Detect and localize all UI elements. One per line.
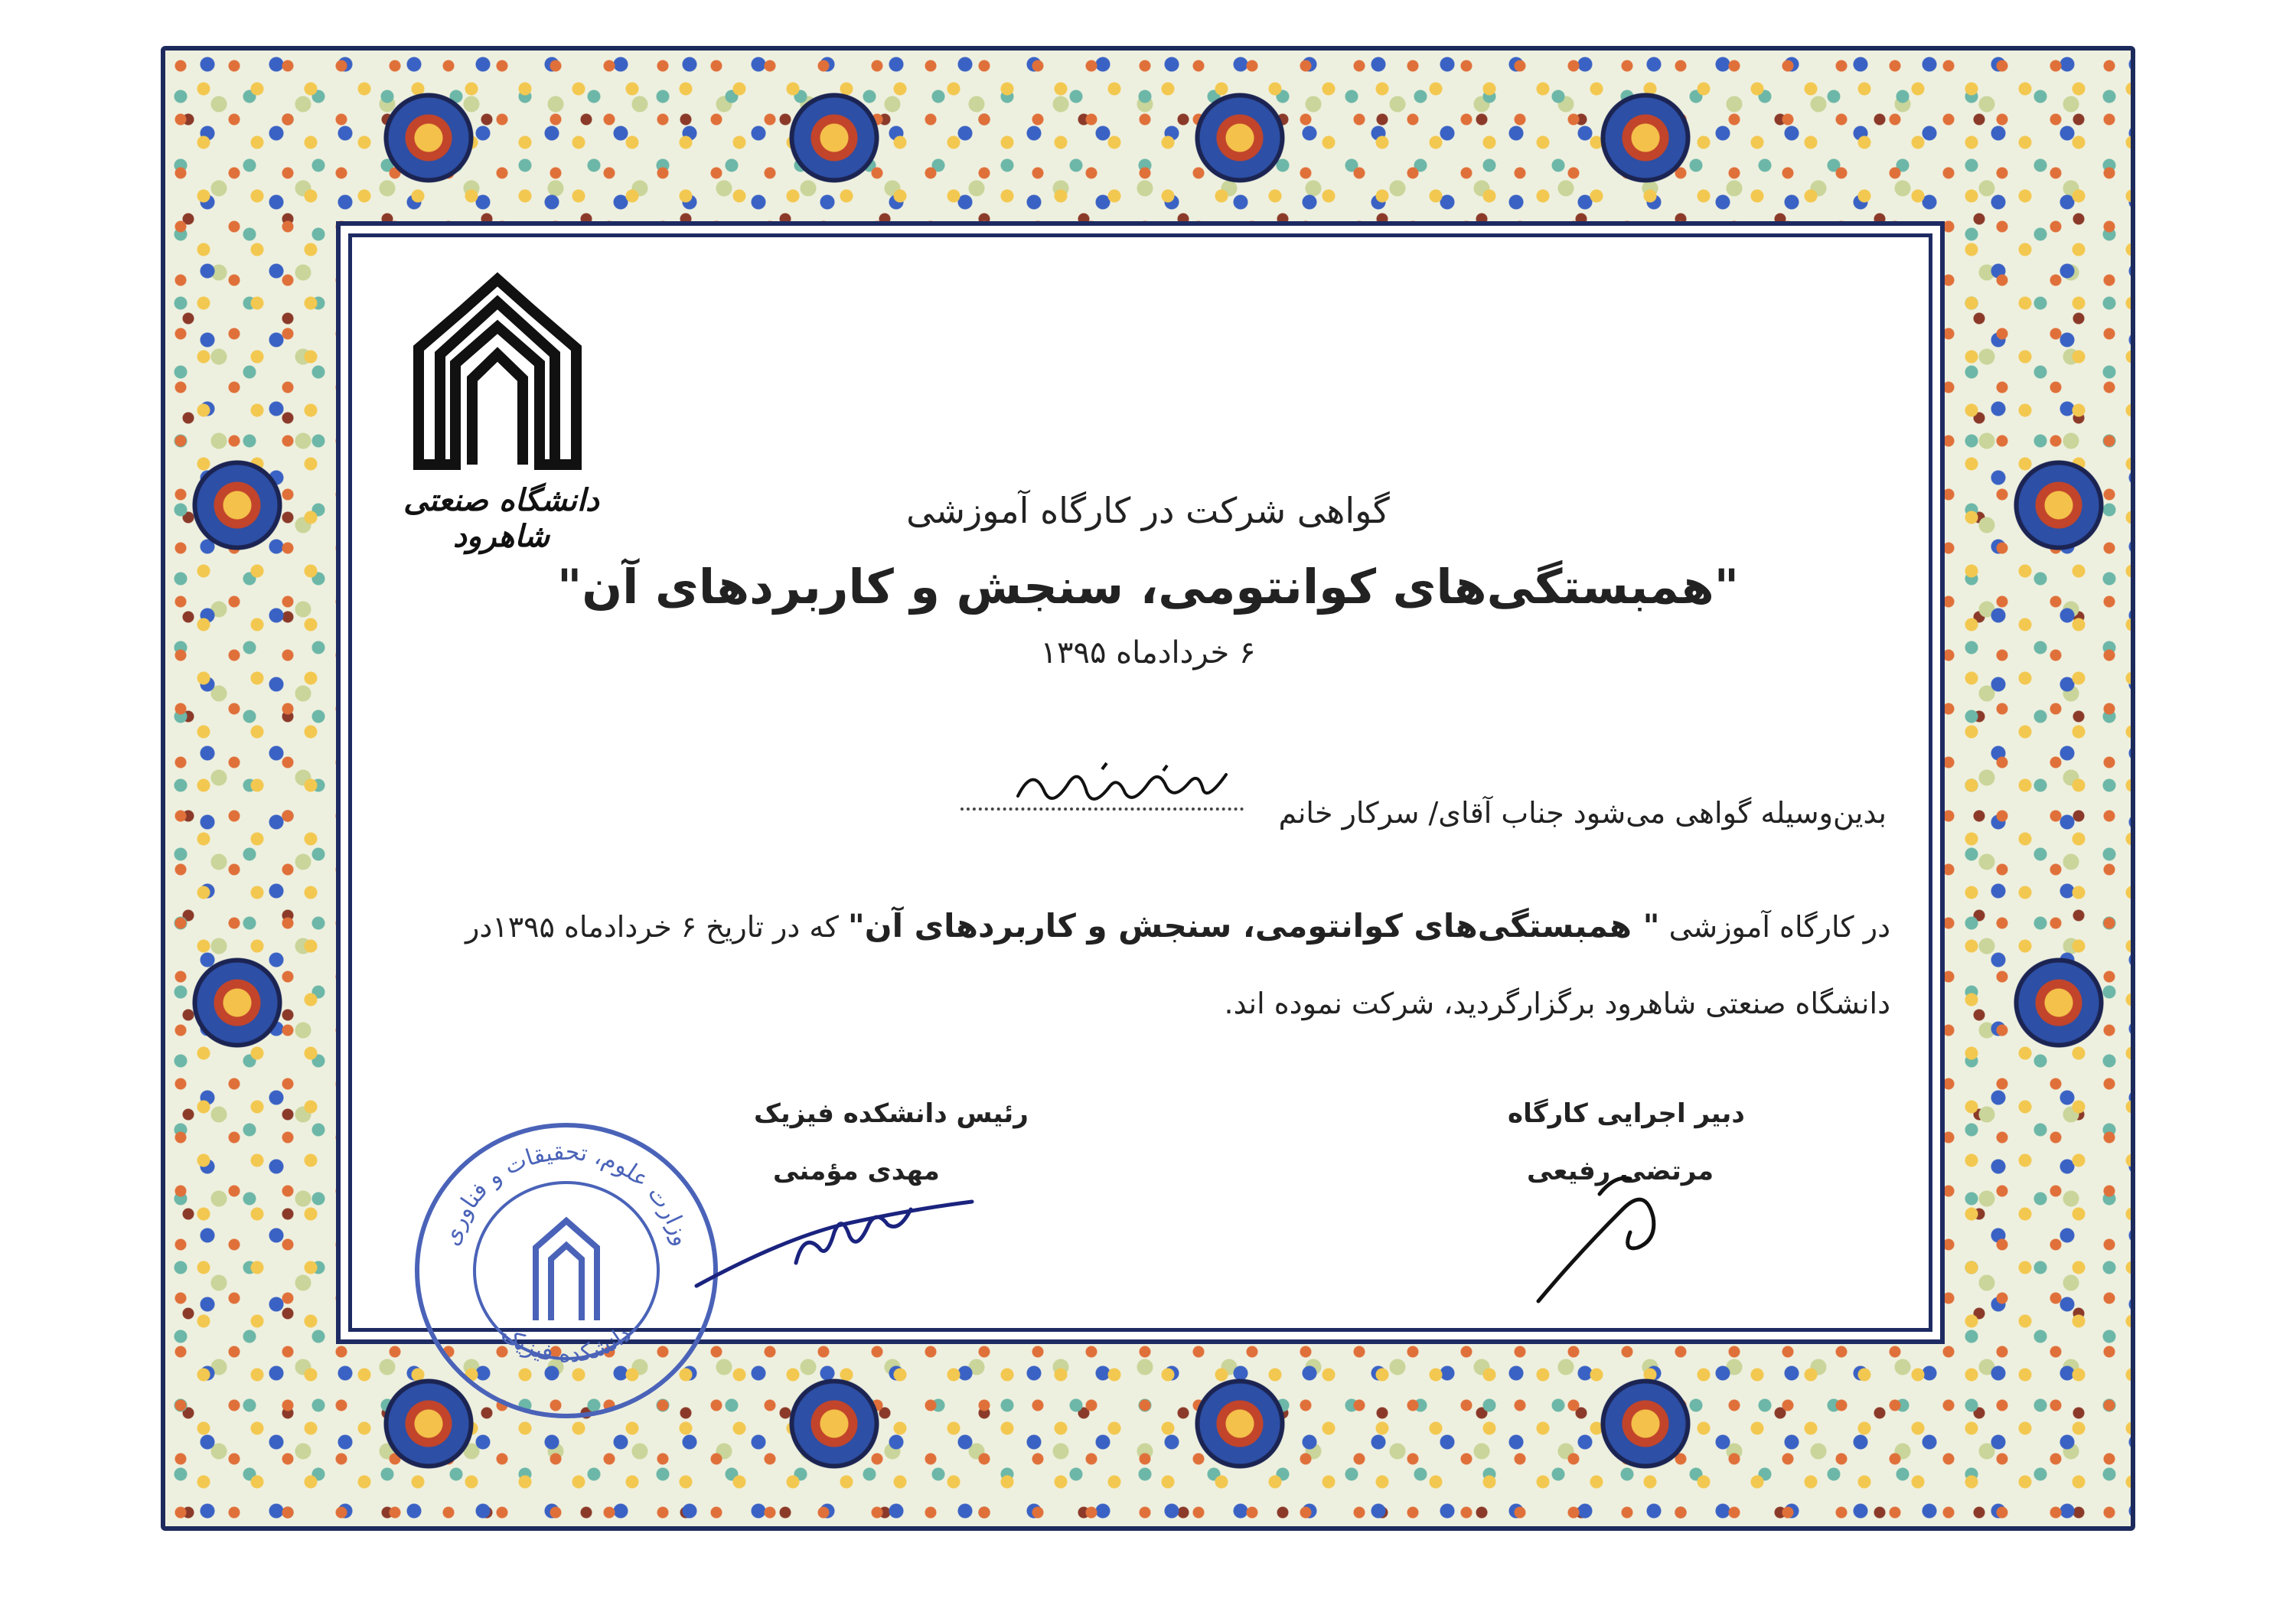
paragraph-suffix: که در تاریخ ۶ خردادماه ۱۳۹۵در دانشگاه صنعتی شاهرود برگزارگردید، شرکت نموده اند. [465,910,1890,1020]
workshop-date: ۶ خردادماه ۱۳۹۵ [1040,635,1256,670]
right-signatory-role: دبیر اجرایی کارگاه [1508,1098,1745,1129]
paragraph-prefix: در کارگاه آموزشی [1659,910,1890,944]
paragraph-workshop-title: " همبستگی‌های کوانتومی، سنجش و کاربردهای آن" [847,907,1660,945]
medallion [1194,92,1286,184]
medallion [1600,1378,1691,1470]
stamp-top-text: وزارت علوم، تحقیقات و فناوری [437,1138,696,1249]
left-signatory-name: مهدی مؤمنی [773,1156,940,1186]
svg-text:دانشکده فیزیک [496,1320,637,1369]
official-stamp-icon [409,1114,723,1427]
university-logo-text: دانشگاه صنعتی شاهرود [403,482,599,554]
certificate-paragraph [375,888,1890,1042]
left-signatory-role: رئیس دانشکده فیزیک [754,1098,1029,1129]
medallion [1600,92,1691,184]
stamp-bottom-text: دانشکده فیزیک [496,1320,637,1369]
certification-line: بدین‌وسیله گواهی می‌شود جناب آقای/ سرکار خانم [1278,796,1887,830]
university-logo-icon [409,264,585,471]
workshop-title: "همبستگی‌های کوانتومی، سنجش و کاربردهای آن" [556,559,1740,615]
medallion [1194,1378,1286,1470]
medallion [2013,957,2105,1049]
medallion [383,92,475,184]
right-signature-icon [1531,1163,1684,1309]
medallion [191,957,283,1049]
right-signatory-name: مرتضی رفیعی [1527,1156,1714,1186]
left-signature-icon [689,1171,980,1294]
medallion [788,92,880,184]
medallion [788,1378,880,1470]
recipient-handwritten-name [1010,754,1240,815]
certificate-subtitle: گواهی شرکت در کارگاه آموزشی [906,490,1390,531]
